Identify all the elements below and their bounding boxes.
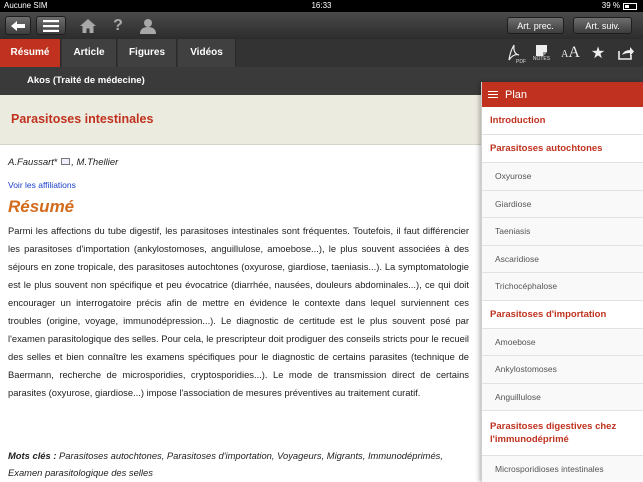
tab-figures[interactable]: Figures: [118, 39, 177, 67]
plan-item-trichocephalose[interactable]: Trichocéphalose: [482, 273, 643, 301]
article-content: [0, 95, 481, 482]
keywords-list: Parasitoses autochtones, Parasitoses d'importation, Voyageurs, Migrants, Immunodéprimés, Examen parasitologique des selles: [8, 450, 443, 478]
plan-menu-icon: [488, 91, 498, 98]
previous-article-button[interactable]: Art. prec.: [507, 17, 564, 34]
plan-item-microsporidioses[interactable]: Microsporidioses intestinales: [482, 456, 643, 482]
authors: [8, 157, 118, 168]
text-size-button[interactable]: [556, 41, 585, 65]
keywords-label: Mots clés :: [8, 450, 57, 461]
article-title-bar: [0, 95, 481, 145]
pdf-button[interactable]: [500, 41, 528, 65]
help-icon: ?: [113, 17, 123, 34]
back-button[interactable]: [5, 16, 31, 35]
notes-button[interactable]: [529, 41, 554, 65]
plan-item-giardiose[interactable]: Giardiose: [482, 191, 643, 219]
top-toolbar: [0, 12, 643, 39]
notes-label: NOTES: [532, 55, 551, 62]
clock: 16:33: [311, 1, 332, 10]
abstract-text: Parmi les affections du tube digestif, les parasitoses intestinales sont fréquentes. Toutefois, il faut différencier les parasitoses d'importation (ankylostomoses, anguillulose, amoebose...), le plus souvent associées à des séjours en zone tropicale, des parasitoses autochtones (oxyurose, giardiose, taeniasis...). La symptomatologie est le plus souvent non spécifique et peu évocatrice (diarrhée, nausées, douleurs abdominales...), ce qui doit encourager un interrogatoire précis afin de mettre en évidence le contexte dans lequel surviennent ces troubles (origine, voyage, immunodépression...). Le diagnostic de certitude est le plus souvent posé par l'examen parasitologique des selles. Pour cela, le prescripteur doit prodiguer des conseils stricts pour le recueil des selles et bien connaître les examens spécifiques pour le diagnostic de certains parasites (technique de Baermann, recherche de microsporidies, cryptosporidies...). Le mode de transmission direct de certains parasites (oxyurose, giardiose...) impose l'association de mesures préventives au traitement curatif.: [8, 225, 469, 399]
favorite-button[interactable]: [587, 41, 609, 65]
back-arrow-icon: [11, 21, 25, 31]
article-title: Parasitoses intestinales: [11, 112, 154, 126]
journal-name: Akos (Traité de médecine): [0, 67, 643, 95]
plan-item-oxyurose[interactable]: Oxyurose: [482, 163, 643, 191]
plan-item-parasitoses-immunodeprime[interactable]: Parasitoses digestives chez l'immunodéprimé: [482, 411, 643, 456]
tab-bar: [0, 39, 643, 67]
plan-item-anguillulose[interactable]: Anguillulose: [482, 384, 643, 412]
plan-item-parasitoses-importation[interactable]: Parasitoses d'importation: [482, 301, 643, 329]
plan-item-amoebose[interactable]: Amoebose: [482, 329, 643, 357]
share-button[interactable]: [612, 41, 640, 65]
plan-title: Plan: [505, 88, 528, 101]
plan-item-introduction[interactable]: Introduction: [482, 107, 643, 135]
pdf-label: PDF: [516, 59, 526, 65]
home-button[interactable]: [78, 17, 98, 35]
tab-article[interactable]: Article: [62, 39, 117, 67]
carrier-label: Aucune SIM: [4, 1, 48, 10]
tab-videos[interactable]: Vidéos: [178, 39, 236, 67]
plan-item-parasitoses-autochtones[interactable]: Parasitoses autochtones: [482, 135, 643, 163]
author-name[interactable]: A.Faussart: [8, 157, 54, 168]
account-button[interactable]: [138, 17, 158, 35]
notes-icon: [536, 45, 547, 56]
affiliations-link[interactable]: Voir les affiliations: [8, 180, 76, 190]
menu-icon: [43, 20, 59, 32]
plan-header[interactable]: [482, 82, 643, 107]
menu-button[interactable]: [36, 16, 66, 35]
corresponding-mark: *: [53, 157, 58, 168]
star-icon: ★: [590, 45, 606, 62]
mail-icon[interactable]: [61, 158, 70, 165]
tab-resume[interactable]: Résumé: [0, 39, 61, 67]
abstract-heading: Résumé: [8, 197, 75, 216]
battery-status: [602, 0, 637, 12]
next-article-button[interactable]: Art. suiv.: [573, 17, 632, 34]
battery-percent: 39 %: [601, 1, 620, 10]
plan-panel: [481, 82, 643, 482]
plan-item-taeniasis[interactable]: Taeniasis: [482, 218, 643, 246]
home-icon: [80, 19, 96, 33]
plan-item-ankylostomoses[interactable]: Ankylostomoses: [482, 356, 643, 384]
battery-icon: [623, 3, 637, 10]
help-button[interactable]: [108, 17, 128, 35]
user-icon: [140, 18, 156, 34]
text-size-icon: AA: [561, 44, 580, 61]
author-name[interactable]: , M.Thellier: [71, 157, 119, 168]
plan-item-ascaridiose[interactable]: Ascaridiose: [482, 246, 643, 274]
share-icon: [618, 46, 634, 60]
keywords: [8, 447, 469, 481]
status-bar: [0, 0, 643, 12]
